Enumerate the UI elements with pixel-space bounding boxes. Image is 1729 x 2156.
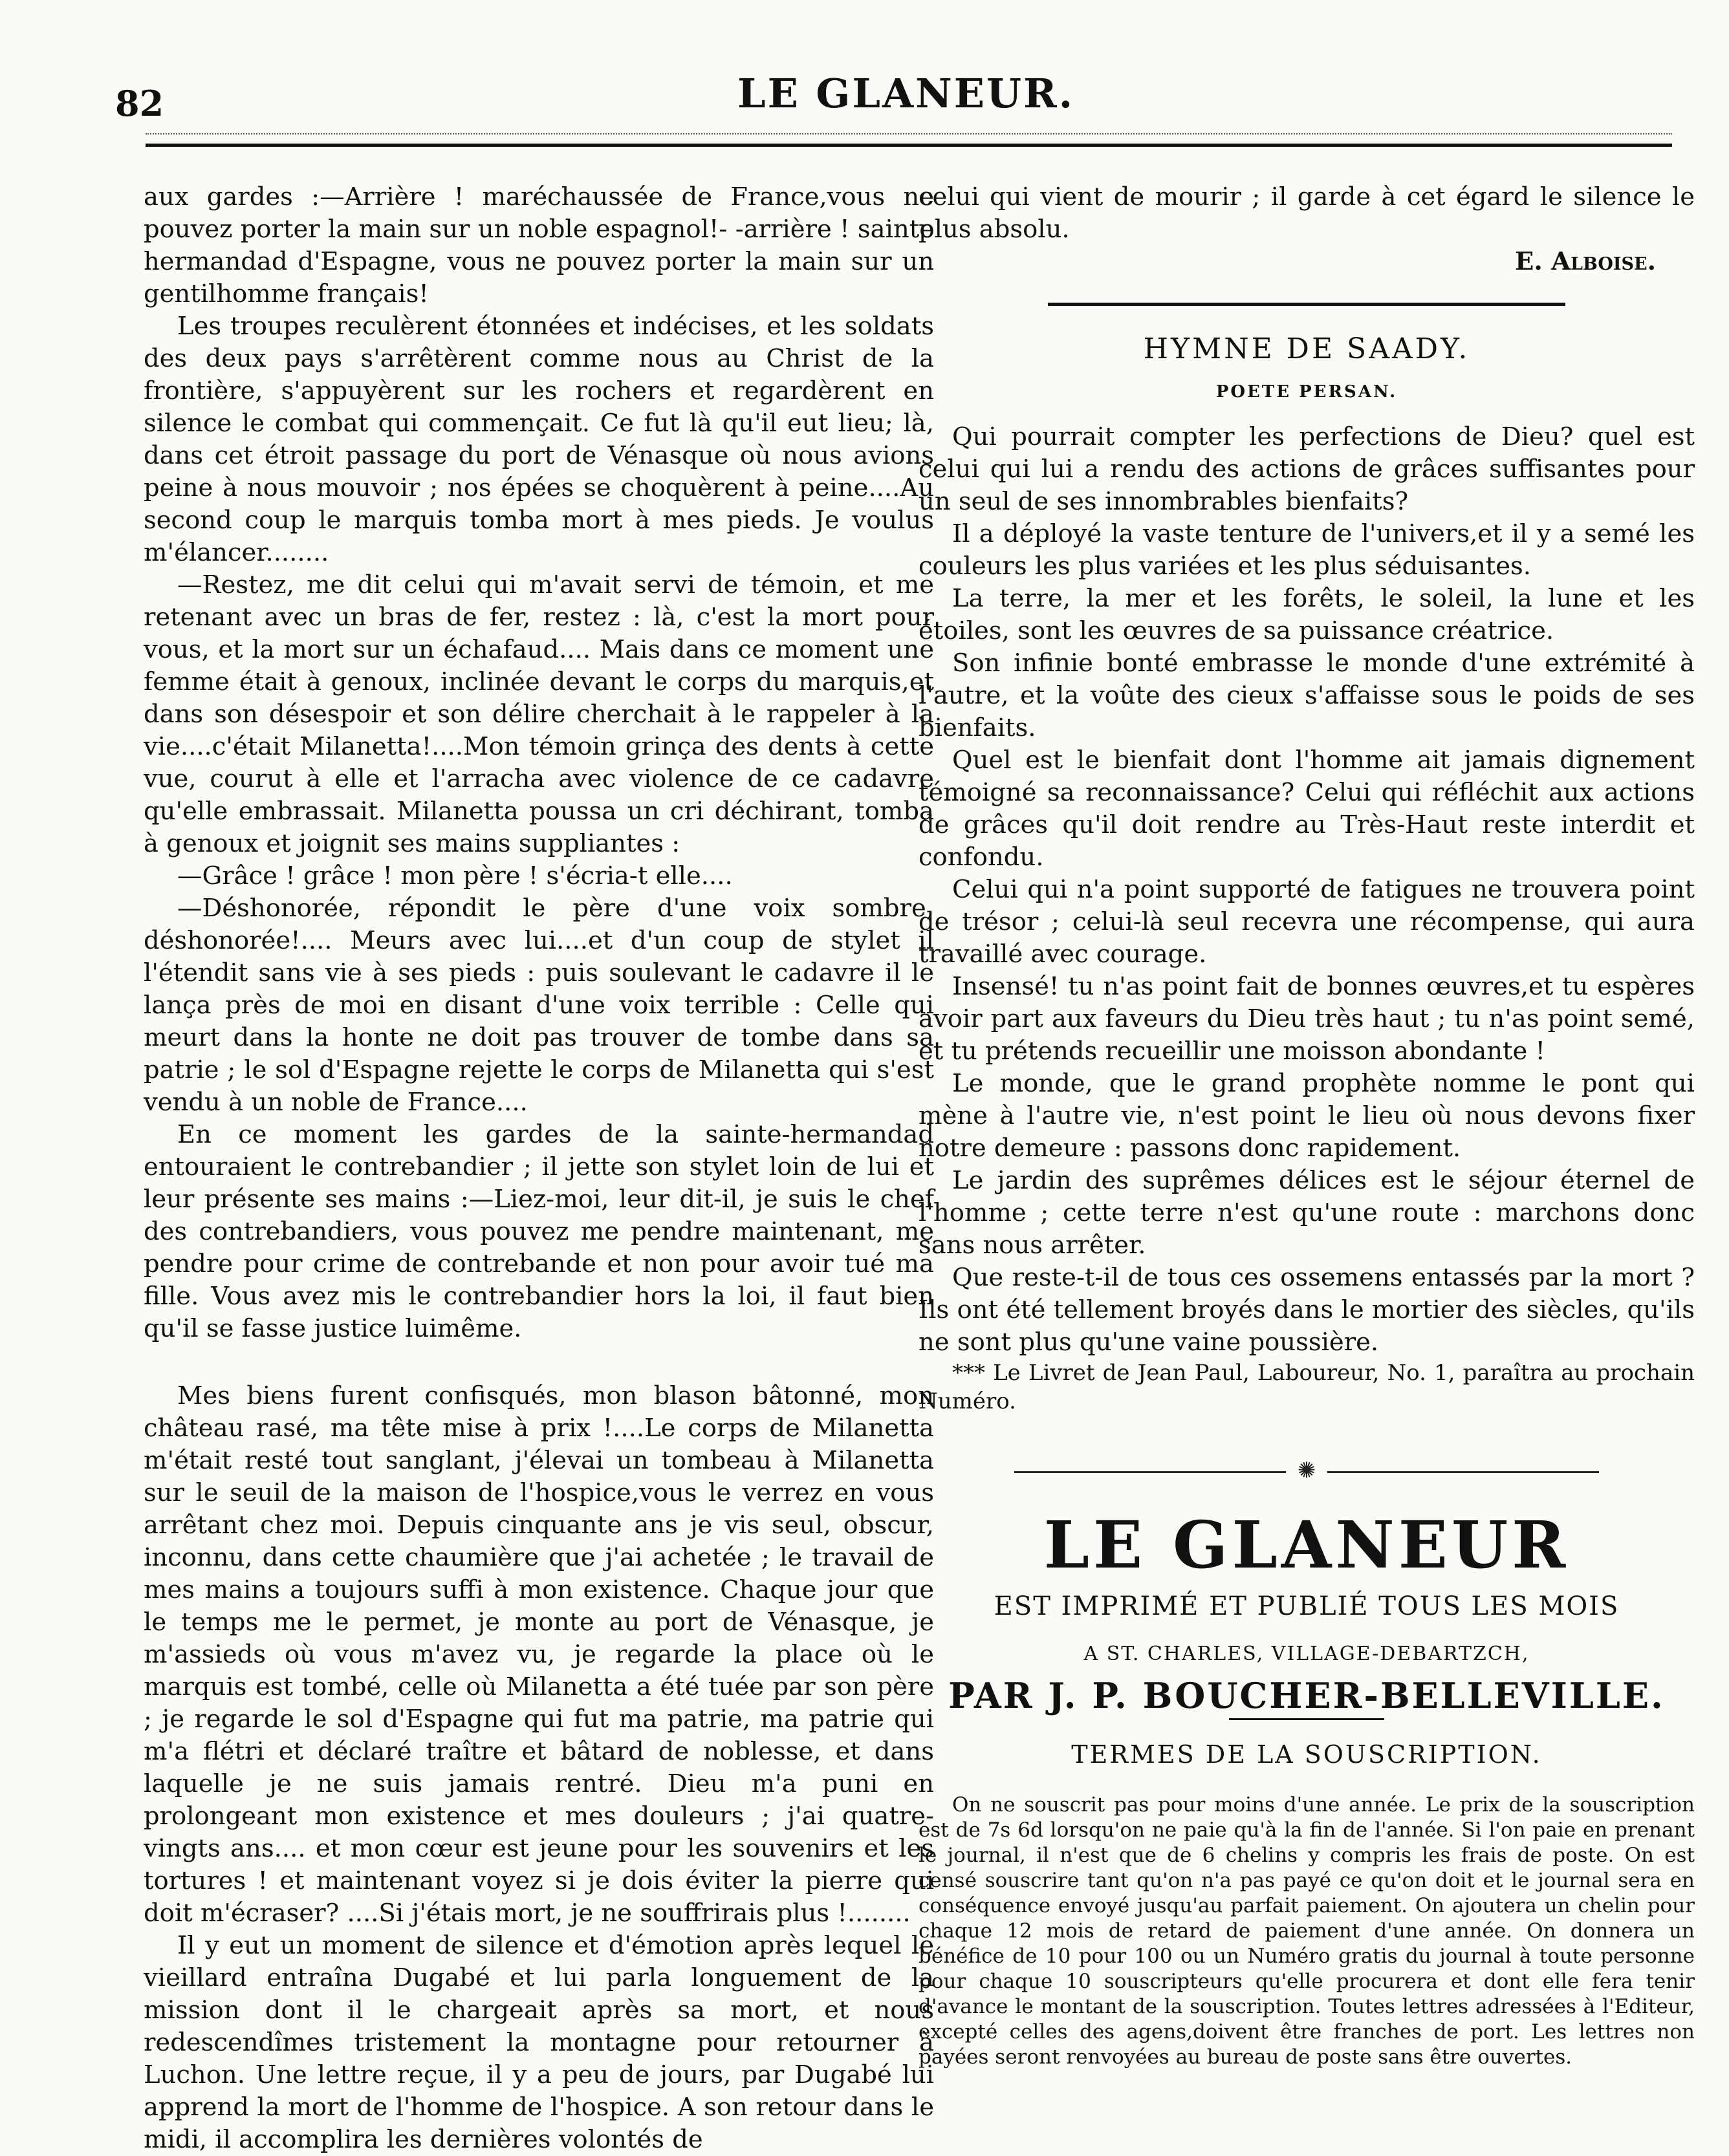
page-number: 82: [115, 83, 164, 124]
hymn-title: HYMNE DE SAADY.: [1143, 332, 1470, 365]
sun-ornament-icon: ✺: [1297, 1458, 1316, 1483]
terms-text: On ne souscrit pas pour moins d'une année. Le prix de la souscription est de 7s 6d lorsqu'on ne paie qu'à la fin de l'année. Si l'on paie en prenant le journal, il n'est que de 6 chelins y compris les frais de poste. On est censé souscrire tant qu'on n'a pas payé ce qu'on doit et le journal sera en conséquence envoyé jusqu'au parfait paiement. On ajoutera un chelin pour chaque 12 mois de retard de paiement d'une année. On donnera un bénéfice de 10 pour 100 ou un Numéro gratis du journal à toute personne pour chaque 10 souscripteurs qu'elle procurera et dont elle fera tenir d'avance le montant de la souscription. Toutes lettres adressées à l'Editeur, excepté celles des agens,doivent être franches de port. Les lettres non payées seront renvoyées au bureau de poste sans être ouvertes.: [919, 1793, 1695, 2069]
story-paragraph: En ce moment les gardes de la sainte-hermandad entouraient le contrebandier ; il jette son stylet loin de lui et leur présente ses mains :—Liez-moi, leur dit-il, je suis le chef des contrebandiers, vous pouvez me pendre maintenant, me pendre pour crime de contrebande et non pour avoir tué ma fille. Vous avez mis le contrebandier hors la loi, il faut bien qu'il se fasse justice luimême.: [144, 1120, 934, 1343]
hymn-paragraph: Son infinie bonté embrasse le monde d'une extrémité à l'autre, et la voûte des cieux s'affaisse sous le poids de ses bienfaits.: [919, 649, 1695, 742]
story-paragraph: —Restez, me dit celui qui m'avait servi de témoin, et me retenant avec un bras de fer, restez : là, c'est la mort pour vous, et la mort sur un échafaud.... Mais dans ce moment une femme était à genoux, inclinée devant le corps du marquis,et dans son désespoir et son délire cherchait à le rappeler à la vie....c'était Milanetta!....Mon témoin grinça des dents à cette vue, courut à elle et l'arracha avec violence de ce cadavre qu'elle embrassait. Milanetta poussa un cri déchirant, tomba à genoux et joignit ses mains suppliantes :: [144, 570, 934, 858]
hymn-paragraph: Quel est le bienfait dont l'homme ait jamais dignement témoigné sa reconnaissance? Celui qui réfléchit aux actions de grâces qu'il doit rendre au Très-Haut reste interdit et confondu.: [919, 746, 1695, 872]
story-paragraph: —Grâce ! grâce ! mon père ! s'écria-t elle....: [177, 861, 733, 890]
ornament-line-right: [1327, 1471, 1599, 1473]
hymn-paragraph: Celui qui n'a point supporté de fatigues ne trouvera point de trésor ; celui-là seul recevra une récompense, qui aura travaillé avec courage.: [919, 875, 1695, 969]
hymn-paragraph: Le monde, que le grand prophète nomme le pont qui mène à l'autre vie, n'est point le lieu où nous devons fixer notre demeure : passons donc rapidement.: [919, 1069, 1695, 1163]
right-column: [919, 181, 1695, 2070]
colophon-publisher: PAR J. P. BOUCHER-BELLEVILLE.: [948, 1675, 1665, 1716]
author-signature: E. Alboise.: [1515, 247, 1656, 276]
story-paragraph: aux gardes :—Arrière ! maréchaussée de France,vous ne pouvez porter la main sur un noble espagnol!- -arrière ! sainte hermandad d'Espagne, vous ne pouvez porter la main sur un gentilhomme français!: [144, 182, 934, 308]
ornament-divider: [919, 1454, 1695, 1487]
story-paragraph: Mes biens furent confisqués, mon blason bâtonné, mon château rasé, ma tête mise à prix !....Le corps de Milanetta m'était resté tout sanglant, j'élevai un tombeau à Milanetta sur le seuil de la maison de l'hospice,vous le verrez en vous arrêtant chez moi. Depuis cinquante ans je vis seul, obscur, inconnu, dans cette chaumière que j'ai achetée ; le travail de mes mains a toujours suffi à mon existence. Chaque jour que le temps me le permet, je monte au port de Vénasque, je m'assieds où vous m'avez vu, je regarde la place où le marquis est tombé, celle où Milanetta a été tuée par son père ; je regarde le sol d'Espagne qui fut ma patrie, ma patrie qui m'a flétri et déclaré traître et bâtard de noblesse, et dans laquelle je ne suis jamais rentré. Dieu m'a puni en prolongeant mon existence et mes douleurs ; j'ai quatre-vingts ans.... et mon cœur est jeune pour les souvenirs et les tortures ! et maintenant voyez si je dois éviter la pierre qui doit m'écraser? ....Si j'étais mort, je ne souffrirais plus !........: [144, 1381, 934, 1928]
announcement-note: *** Le Livret de Jean Paul, Laboureur, No. 1, paraîtra au prochain Numéro.: [919, 1360, 1695, 1414]
hymn-subtitle: POETE PERSAN.: [1215, 382, 1398, 402]
story-paragraph: Les troupes reculèrent étonnées et indécises, et les soldats des deux pays s'arrêtèrent comme nous au Christ de la frontière, s'appuyèrent sur les rochers et regardèrent en silence le combat qui commençait. Ce fut là qu'il eut lieu; là, dans cet étroit passage du port de Vénasque où nous avions peine à nous mouvoir ; nos épées se choquèrent à peine....Au second coup le marquis tomba mort à mes pieds. Je voulus m'élancer........: [144, 312, 934, 567]
story-paragraph: Il y eut un moment de silence et d'émotion après lequel le vieillard entraîna Dugabé et lui parla longuement de la mission dont il le chargeait après sa mort, et nous redescendîmes tristement la montagne pour retourner à Luchon. Une lettre reçue, il y a peu de jours, par Dugabé lui apprend la mort de l'homme de l'hospice. A son retour dans le midi, il accomplira les dernières volontés de: [144, 1931, 934, 2154]
header-rule: [146, 144, 1672, 147]
colophon-imprint: EST IMPRIMÉ ET PUBLIÉ TOUS LES MOIS: [994, 1591, 1620, 1621]
hymn-paragraph: Qui pourrait compter les perfections de Dieu? quel est celui qui lui a rendu des actions de grâces suffisantes pour un seul de ses innombrables bienfaits?: [919, 422, 1695, 516]
story-continuation: celui qui vient de mourir ; il garde à cet égard le silence le plus absolu.: [919, 182, 1695, 244]
hymn-paragraph: Que reste-t-il de tous ces ossemens entassés par la mort ? Ils ont été tellement broyés dans le mortier des siècles, qu'ils ne sont plus qu'une vaine poussière.: [919, 1263, 1695, 1357]
hymn-paragraph: Il a déployé la vaste tenture de l'univers,et il y a semé les couleurs les plus variées et les plus séduisantes.: [919, 519, 1695, 581]
ornament-line-left: [1014, 1471, 1286, 1473]
hymn-paragraph: Insensé! tu n'as point fait de bonnes œuvres,et tu espères avoir part aux faveurs du Dieu très haut ; tu n'as point semé, et tu prétends recueillir une moisson abondante !: [919, 972, 1695, 1066]
section-separator: [1048, 303, 1565, 306]
colophon-title: LE GLANEUR: [1043, 1507, 1570, 1583]
colophon-address: A ST. CHARLES, VILLAGE-DEBARTZCH,: [1083, 1643, 1530, 1665]
left-column: [144, 181, 934, 2156]
terms-title: TERMES DE LA SOUSCRIPTION.: [1071, 1740, 1542, 1769]
hymn-paragraph: Le jardin des suprêmes délices est le séjour éternel de l'homme ; cette terre n'est qu'une route : marchons donc sans nous arrêter.: [919, 1166, 1695, 1260]
header-dotted-rule: [146, 133, 1672, 135]
paragraph-gap: [144, 1345, 934, 1380]
colophon-rule: [1229, 1718, 1384, 1720]
story-paragraph: —Déshonorée, répondit le père d'une voix sombre, déshonorée!.... Meurs avec lui....et d'un coup de stylet il l'étendit sans vie à ses pieds : puis soulevant le cadavre il le lança près de moi en disant d'une voix terrible : Celle qui meurt dans la honte ne doit pas trouver de tombe dans sa patrie ; le sol d'Espagne rejette le corps de Milanetta qui s'est vendu à un noble de France....: [144, 894, 934, 1117]
hymn-paragraph: La terre, la mer et les forêts, le soleil, la lune et les étoiles, sont les œuvres de sa puissance créatrice.: [919, 584, 1695, 645]
running-title: LE GLANEUR.: [737, 70, 1075, 117]
